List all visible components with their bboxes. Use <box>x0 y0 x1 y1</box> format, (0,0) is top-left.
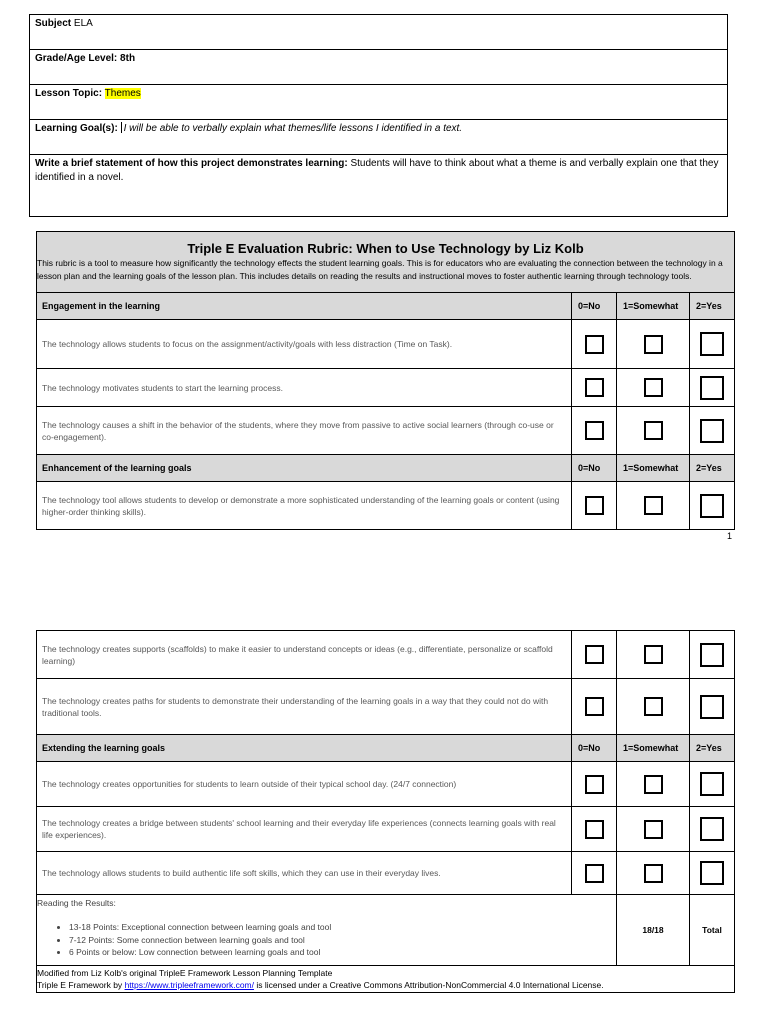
engagement-header-row <box>37 293 735 320</box>
list-item: • 7-12 Points: Some connection between learning goals and tool <box>69 934 616 947</box>
checkbox-no[interactable] <box>585 378 604 397</box>
table-row <box>37 807 735 852</box>
checkbox-yes[interactable] <box>700 376 724 400</box>
checkbox-no[interactable] <box>585 496 604 515</box>
page-number: 1 <box>727 531 733 541</box>
checkbox-no[interactable] <box>585 864 604 883</box>
score-label-0: 0=No <box>572 735 617 762</box>
statement-cell <box>30 155 728 217</box>
footer-line2 <box>37 979 734 991</box>
criterion-text: The technology creates paths for students to demonstrate their understanding of the learning goals in a way that they could not do with traditional tools. <box>37 679 572 735</box>
enhancement-heading: Enhancement of the learning goals <box>37 455 572 482</box>
statement-value: Students will have to think about what a theme is and verbally explain one that they identified in a novel. <box>35 158 719 183</box>
checkbox-yes[interactable] <box>700 332 724 356</box>
subject-cell <box>30 15 728 50</box>
score-label-2: 2=Yes <box>690 293 735 320</box>
score-label-1: 1=Somewhat <box>617 293 690 320</box>
grade-value: 8th <box>120 53 136 64</box>
checkbox-yes[interactable] <box>700 643 724 667</box>
checkbox-yes[interactable] <box>700 772 724 796</box>
topic-value: Themes <box>104 88 141 99</box>
total-label: Total <box>690 895 735 966</box>
footer-suffix: is licensed under a Creative Commons Attribution-NonCommercial 4.0 International License. <box>256 980 604 990</box>
goal-cell <box>30 120 728 155</box>
extending-header-row <box>37 735 735 762</box>
checkbox-somewhat[interactable] <box>644 378 663 397</box>
checkbox-somewhat[interactable] <box>644 421 663 440</box>
reading-heading: Reading the Results: <box>37 898 116 908</box>
criterion-text: The technology allows students to build authentic life soft skills, which they can use in their everyday lives. <box>37 852 572 895</box>
goal-label: Learning Goal(s): <box>35 123 118 134</box>
lesson-info-table <box>29 14 728 217</box>
extending-heading: Extending the learning goals <box>37 735 572 762</box>
checkbox-yes[interactable] <box>700 494 724 518</box>
table-row <box>37 762 735 807</box>
table-row <box>37 852 735 895</box>
results-row <box>37 895 735 966</box>
rubric-table-page2 <box>36 630 735 993</box>
text-cursor <box>121 122 122 133</box>
enhancement-header-row <box>37 455 735 482</box>
footer-prefix: Triple E Framework by <box>37 980 123 990</box>
list-item: • 6 Points or below: Low connection between learning goals and tool <box>69 946 616 959</box>
table-row <box>37 407 735 455</box>
checkbox-no[interactable] <box>585 820 604 839</box>
criterion-text: The technology motivates students to start the learning process. <box>37 369 572 407</box>
criterion-text: The technology tool allows students to develop or demonstrate a more sophisticated understanding of the learning goals or content (using higher-order thinking skills). <box>37 482 572 530</box>
table-row <box>37 679 735 735</box>
criterion-text: The technology causes a shift in the behavior of the students, where they move from passive to active social learners (through co-use or co-engagement). <box>37 407 572 455</box>
checkbox-no[interactable] <box>585 335 604 354</box>
checkbox-yes[interactable] <box>700 419 724 443</box>
reading-list <box>37 921 616 959</box>
checkbox-yes[interactable] <box>700 817 724 841</box>
footer-credits <box>37 966 735 993</box>
criterion-text: The technology allows students to focus on the assignment/activity/goals with less distraction (Time on Task). <box>37 320 572 369</box>
score-value: 18/18 <box>617 895 690 966</box>
rubric-title-cell <box>37 232 735 293</box>
checkbox-yes[interactable] <box>700 861 724 885</box>
checkbox-no[interactable] <box>585 775 604 794</box>
rubric-table-page1 <box>36 231 735 530</box>
score-label-2: 2=Yes <box>690 455 735 482</box>
score-label-1: 1=Somewhat <box>617 735 690 762</box>
topic-cell <box>30 85 728 120</box>
score-label-0: 0=No <box>572 455 617 482</box>
table-row <box>37 369 735 407</box>
criterion-text: The technology creates a bridge between students' school learning and their everyday life experiences (connects learning goals with real life experiences). <box>37 807 572 852</box>
score-label-1: 1=Somewhat <box>617 455 690 482</box>
table-row <box>37 320 735 369</box>
checkbox-no[interactable] <box>585 421 604 440</box>
rubric-intro: This rubric is a tool to measure how significantly the technology effects the student learning goals. This is for educators who are evaluating the connection between the technology in a lesson plan and the learning goals of the lesson plan. This includes details on reading the results and instructional moves to foster authentic learning through technology tools. <box>37 258 723 281</box>
grade-label: Grade/Age Level: <box>35 53 118 64</box>
checkbox-yes[interactable] <box>700 695 724 719</box>
footer-line1: Modified from Liz Kolb's original TripleE Framework Lesson Planning Template <box>37 968 333 978</box>
checkbox-somewhat[interactable] <box>644 697 663 716</box>
checkbox-somewhat[interactable] <box>644 496 663 515</box>
grade-cell <box>30 50 728 85</box>
checkbox-no[interactable] <box>585 645 604 664</box>
checkbox-somewhat[interactable] <box>644 645 663 664</box>
criterion-text: The technology creates supports (scaffolds) to make it easier to understand concepts or ideas (e.g., differentiate, personalize or scaffold learning) <box>37 631 572 679</box>
table-row <box>37 631 735 679</box>
reading-results <box>37 895 617 966</box>
score-label-2: 2=Yes <box>690 735 735 762</box>
criterion-text: The technology creates opportunities for students to learn outside of their typical school day. (24/7 connection) <box>37 762 572 807</box>
table-row <box>37 482 735 530</box>
subject-label: Subject <box>35 18 72 29</box>
engagement-heading: Engagement in the learning <box>37 293 572 320</box>
checkbox-somewhat[interactable] <box>644 820 663 839</box>
topic-label: Lesson Topic: <box>35 88 103 99</box>
subject-value: ELA <box>73 18 93 29</box>
list-item: • 13-18 Points: Exceptional connection between learning goals and tool <box>69 921 616 934</box>
framework-link[interactable]: https://www.tripleeframework.com/ <box>124 980 254 990</box>
score-label-0: 0=No <box>572 293 617 320</box>
statement-label: Write a brief statement of how this project demonstrates learning: <box>35 158 348 169</box>
goal-value: I will be able to verbally explain what themes/life lessons I identified in a text. <box>123 123 463 134</box>
checkbox-somewhat[interactable] <box>644 335 663 354</box>
checkbox-somewhat[interactable] <box>644 775 663 794</box>
checkbox-somewhat[interactable] <box>644 864 663 883</box>
checkbox-no[interactable] <box>585 697 604 716</box>
rubric-title: Triple E Evaluation Rubric: When to Use Technology by Liz Kolb <box>187 241 584 256</box>
